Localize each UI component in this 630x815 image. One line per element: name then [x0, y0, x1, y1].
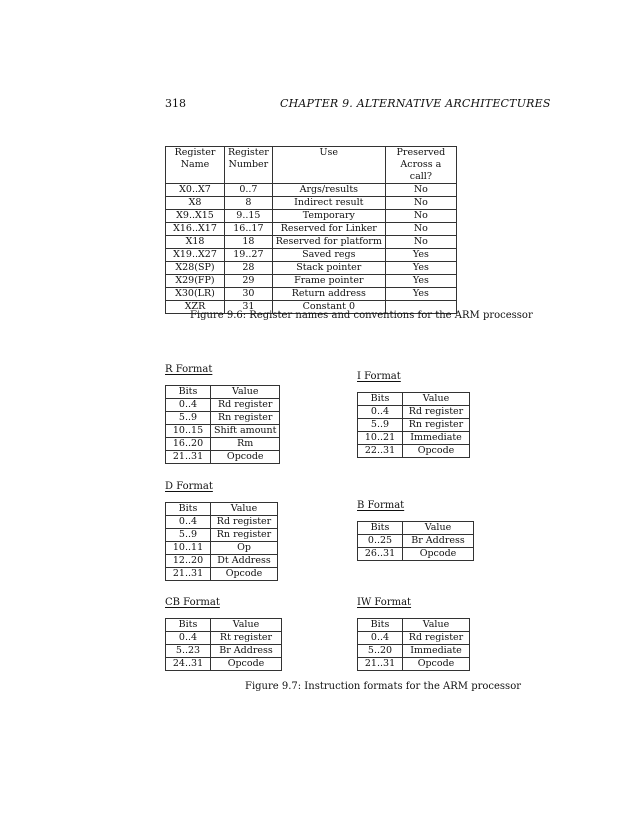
table-cell: 0..4: [358, 406, 403, 419]
table-row: [166, 236, 457, 249]
table-cell: 31: [225, 301, 273, 314]
table-cell: Br Address: [211, 645, 282, 658]
table-cell: 0..4: [358, 632, 403, 645]
table-cell: No: [385, 197, 456, 210]
table-row: [166, 399, 280, 412]
table-row: [166, 412, 280, 425]
figure-caption-9-6: Figure 9.6: Register names and conventions for the ARM processor: [190, 310, 533, 321]
table-cell: X30(LR): [166, 288, 225, 301]
table-row: [166, 555, 278, 568]
table-cell: Br Address: [403, 535, 474, 548]
table-cell: Rn register: [403, 419, 470, 432]
table-cell: Args/results: [272, 184, 385, 197]
chapter-heading: CHAPTER 9. ALTERNATIVE ARCHITECTURES: [280, 97, 551, 110]
table-cell: 21..31: [166, 568, 211, 581]
i-format-title: I Format: [357, 371, 401, 382]
col-header-bits: Bits: [358, 619, 403, 632]
table-cell: Opcode: [403, 658, 470, 671]
table-cell: 0..4: [166, 516, 211, 529]
table-cell: Rn register: [211, 529, 278, 542]
table-cell: Opcode: [211, 658, 282, 671]
table-cell: Rd register: [403, 632, 470, 645]
table-cell: Dt Address: [211, 555, 278, 568]
col-header-bits: Bits: [166, 619, 211, 632]
table-cell: 28: [225, 262, 273, 275]
table-cell: Rt register: [211, 632, 282, 645]
table-cell: Yes: [385, 288, 456, 301]
table-row: [166, 223, 457, 236]
table-cell: Temporary: [272, 210, 385, 223]
table-cell: 24..31: [166, 658, 211, 671]
table-cell: 18: [225, 236, 273, 249]
table-cell: Opcode: [211, 568, 278, 581]
table-cell: Reserved for platform: [272, 236, 385, 249]
table-row: [166, 197, 457, 210]
table-row: [358, 658, 470, 671]
table-cell: XZR: [166, 301, 225, 314]
figure-caption-9-7: Figure 9.7: Instruction formats for the ARM processor: [245, 681, 521, 692]
table-cell: No: [385, 223, 456, 236]
iw-format-title: IW Format: [357, 597, 412, 608]
table-row: [166, 262, 457, 275]
table-cell: Return address: [272, 288, 385, 301]
col-header-bits: Bits: [358, 522, 403, 535]
table-row: [358, 535, 474, 548]
table-cell: Yes: [385, 275, 456, 288]
table-row: [166, 184, 457, 197]
b-format-table: [357, 521, 474, 561]
col-header-value: Value: [211, 619, 282, 632]
table-row: [166, 438, 280, 451]
table-cell: 0..4: [166, 399, 211, 412]
table-cell: 0..7: [225, 184, 273, 197]
table-row: [166, 658, 282, 671]
table-cell: Indirect result: [272, 197, 385, 210]
table-cell: Frame pointer: [272, 275, 385, 288]
table-cell: No: [385, 184, 456, 197]
col-header-bits: Bits: [166, 386, 211, 399]
table-cell: Yes: [385, 249, 456, 262]
page-number: 318: [165, 97, 186, 110]
table-row: [166, 210, 457, 223]
table-cell: 26..31: [358, 548, 403, 561]
iw-format-table: [357, 618, 470, 671]
table-cell: Op: [211, 542, 278, 555]
table-cell: 8: [225, 197, 273, 210]
table-header-row: [166, 619, 282, 632]
table-row: [166, 542, 278, 555]
table-row: [166, 568, 278, 581]
table-row: [166, 451, 280, 464]
table-row: [358, 632, 470, 645]
table-cell: X18: [166, 236, 225, 249]
table-cell: Rm: [211, 438, 280, 451]
table-row: [358, 548, 474, 561]
table-row: [358, 645, 470, 658]
table-cell: 16..17: [225, 223, 273, 236]
d-format-table: [165, 502, 278, 581]
table-cell: Rd register: [403, 406, 470, 419]
table-cell: 10..11: [166, 542, 211, 555]
table-header-row: [358, 522, 474, 535]
table-row: [166, 249, 457, 262]
table-header-row: [358, 619, 470, 632]
table-cell: No: [385, 236, 456, 249]
cb-format-title: CB Format: [165, 597, 220, 608]
table-cell: 19..27: [225, 249, 273, 262]
col-header-value: Value: [403, 619, 470, 632]
table-header-row: [166, 386, 280, 399]
table-cell: 5..9: [166, 412, 211, 425]
register-table-body: [166, 184, 457, 314]
table-cell: 0..25: [358, 535, 403, 548]
table-cell: 10..21: [358, 432, 403, 445]
table-cell: Rn register: [211, 412, 280, 425]
table-cell: 16..20: [166, 438, 211, 451]
col-header-value: Value: [211, 503, 278, 516]
table-cell: 5..9: [166, 529, 211, 542]
table-row: [358, 432, 470, 445]
table-cell: X8: [166, 197, 225, 210]
table-header-row: [166, 147, 457, 184]
table-header-row: [358, 393, 470, 406]
table-cell: 12..20: [166, 555, 211, 568]
table-row: [358, 419, 470, 432]
table-header-row: [166, 503, 278, 516]
table-cell: 5..23: [166, 645, 211, 658]
table-row: [166, 632, 282, 645]
table-cell: Stack pointer: [272, 262, 385, 275]
table-cell: Opcode: [403, 445, 470, 458]
table-cell: X16..X17: [166, 223, 225, 236]
col-header-preserved: Preserved Across a call?: [385, 147, 456, 184]
table-cell: 30: [225, 288, 273, 301]
col-header-register-name: Register Name: [166, 147, 225, 184]
table-cell: 0..4: [166, 632, 211, 645]
table-cell: Immediate: [403, 645, 470, 658]
table-row: [358, 406, 470, 419]
table-cell: X9..X15: [166, 210, 225, 223]
table-cell: Immediate: [403, 432, 470, 445]
table-cell: 5..20: [358, 645, 403, 658]
table-cell: X0..X7: [166, 184, 225, 197]
table-row: [166, 645, 282, 658]
d-format-title: D Format: [165, 481, 213, 492]
col-header-value: Value: [403, 393, 470, 406]
table-row: [166, 275, 457, 288]
table-cell: 10..15: [166, 425, 211, 438]
table-cell: 9..15: [225, 210, 273, 223]
table-row: [358, 445, 470, 458]
table-cell: X19..X27: [166, 249, 225, 262]
table-cell: Yes: [385, 262, 456, 275]
r-format-title: R Format: [165, 364, 213, 375]
i-format-table: [357, 392, 470, 458]
table-cell: Saved regs: [272, 249, 385, 262]
table-cell: 21..31: [358, 658, 403, 671]
r-format-table: [165, 385, 280, 464]
b-format-title: B Format: [357, 500, 405, 511]
col-header-bits: Bits: [358, 393, 403, 406]
table-cell: Reserved for Linker: [272, 223, 385, 236]
table-row: [166, 288, 457, 301]
table-cell: 29: [225, 275, 273, 288]
table-row: [166, 516, 278, 529]
table-cell: X28(SP): [166, 262, 225, 275]
table-row: [166, 425, 280, 438]
register-table: [165, 146, 457, 314]
table-cell: No: [385, 210, 456, 223]
table-row: [166, 529, 278, 542]
table-cell: 21..31: [166, 451, 211, 464]
table-cell: Shift amount: [211, 425, 280, 438]
table-cell: 5..9: [358, 419, 403, 432]
col-header-bits: Bits: [166, 503, 211, 516]
table-cell: Constant 0: [272, 301, 385, 314]
table-cell: Opcode: [403, 548, 474, 561]
table-cell: Rd register: [211, 516, 278, 529]
table-cell: X29(FP): [166, 275, 225, 288]
col-header-value: Value: [211, 386, 280, 399]
col-header-register-number: Register Number: [225, 147, 273, 184]
col-header-use: Use: [272, 147, 385, 184]
table-cell: Rd register: [211, 399, 280, 412]
table-cell: Opcode: [211, 451, 280, 464]
cb-format-table: [165, 618, 282, 671]
table-cell: 22..31: [358, 445, 403, 458]
col-header-value: Value: [403, 522, 474, 535]
